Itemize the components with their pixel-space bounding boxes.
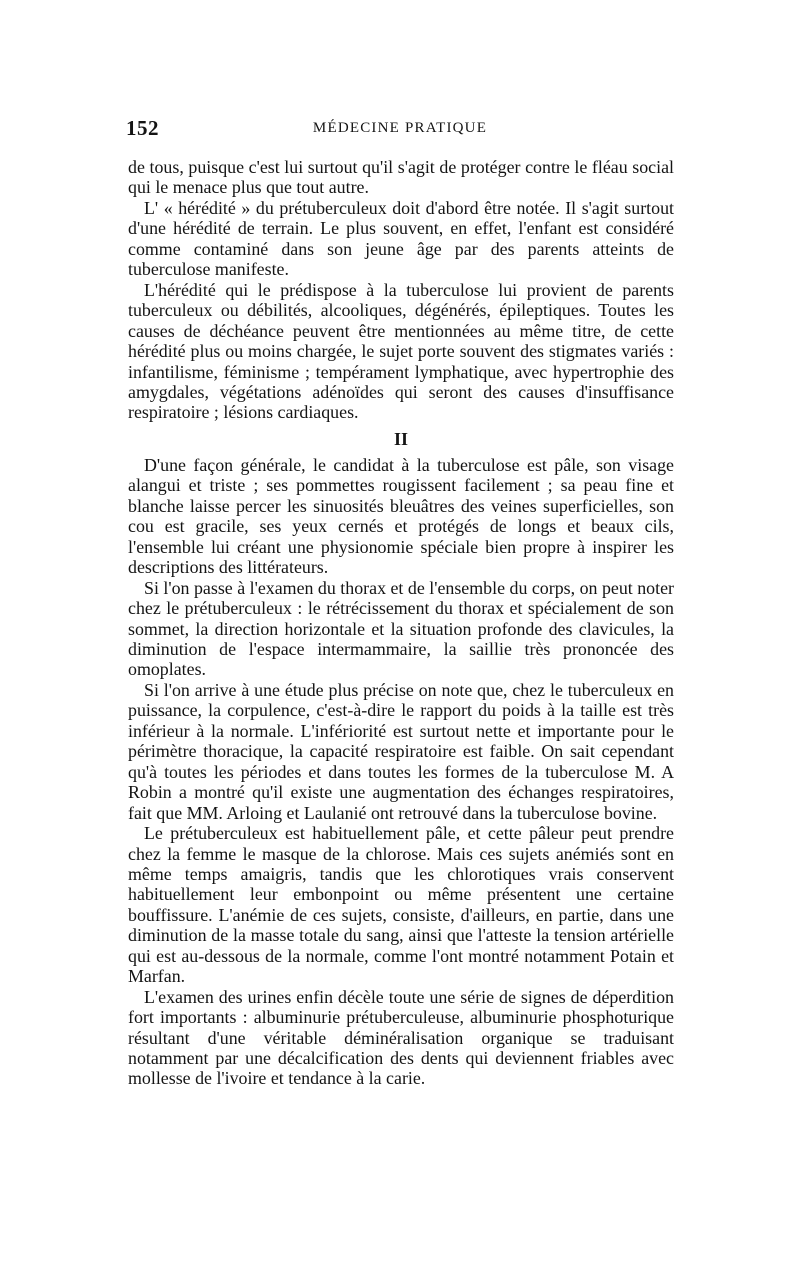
- running-title: MÉDECINE PRATIQUE: [312, 120, 488, 136]
- paragraph: Si l'on arrive à une étude plus précise on note que, chez le tuberculeux en puissance, la corpulence, c'est-à-dire le rapport du poids à la taille est très inférieur à la normale. L'infériorité est surtout nette et importante pour le périmètre thoracique, la capacité respiratoire est faible. On sait cependant qu'à toutes les périodes et dans toutes les formes de la tuberculose M. A Robin a montré qu'il existe une augmentation des échanges respiratoires, fait que MM. Arloing et Laulanié ont retrouvé dans la tuberculose bovine.: [128, 679, 674, 823]
- paragraph: L' « hérédité » du prétuberculeux doit d'abord être notée. Il s'agit surtout d'une hérédité de terrain. Le plus souvent, en effet, l'enfant est considéré comme contaminé dans son jeune âge par des parents atteints de tuberculose manifeste.: [128, 197, 674, 280]
- paragraph: de tous, puisque c'est lui surtout qu'il s'agit de protéger contre le fléau social qui le menace plus que tout autre.: [128, 157, 674, 198]
- paragraph: L'hérédité qui le prédispose à la tuberculose lui provient de parents tuberculeux ou débilités, alcooliques, dégénérés, épileptiques. Toutes les causes de déchéance peuvent être mentionnées au même titre, de cette hérédité plus ou moins chargée, le sujet porte souvent des stigmates variés : infantilisme, féminisme ; tempérament lymphatique, avec hypertrophie des amygdales, végétations adénoïdes qui seront des causes d'insuffisance respiratoire ; lésions cardiaques.: [128, 279, 674, 423]
- page-number: 152: [126, 116, 159, 140]
- section-heading: II: [393, 428, 408, 449]
- paragraph: Si l'on passe à l'examen du thorax et de l'ensemble du corps, on peut noter chez le prétuberculeux : le rétrécissement du thorax et spécialement de son sommet, la direction horizontale et la situation profonde des clavicules, la diminution de l'espace intermammaire, la saillie très prononcée des omoplates.: [128, 577, 674, 680]
- paragraph: L'examen des urines enfin décèle toute une série de signes de déperdition fort importants : albuminurie prétuberculeuse, albuminurie phosphoturique résultant d'une véritable déminéralisation organique se traduisant notamment par une décalcification des dents qui deviennent friables avec mollesse de l'ivoire et tendance à la carie.: [128, 986, 674, 1089]
- page-header: [126, 116, 674, 142]
- body-text: [128, 157, 674, 1089]
- paragraph: Le prétuberculeux est habituellement pâle, et cette pâleur peut prendre chez la femme le masque de la chlorose. Mais ces sujets anémiés sont en même temps amaigris, tandis que les chlorotiques vrais conservent habituellement leur embonpoint ou même présentent une certaine bouffissure. L'anémie de ces sujets, consiste, d'ailleurs, en partie, dans une diminution de la masse totale du sang, ainsi que l'atteste la tension artérielle qui est au-dessous de la normale, comme l'ont montré notamment Potain et Marfan.: [128, 823, 674, 987]
- paragraph: D'une façon générale, le candidat à la tuberculose est pâle, son visage alangui et triste ; ses pommettes rougissent facilement ; sa peau fine et blanche laisse percer les sinuosités bleuâtres des veines superficielles, son cou est gracile, ses yeux cernés et protégés de longs et beaux cils, l'ensemble lui créant une physionomie spéciale bien propre à inspirer les descriptions des littérateurs.: [128, 454, 674, 578]
